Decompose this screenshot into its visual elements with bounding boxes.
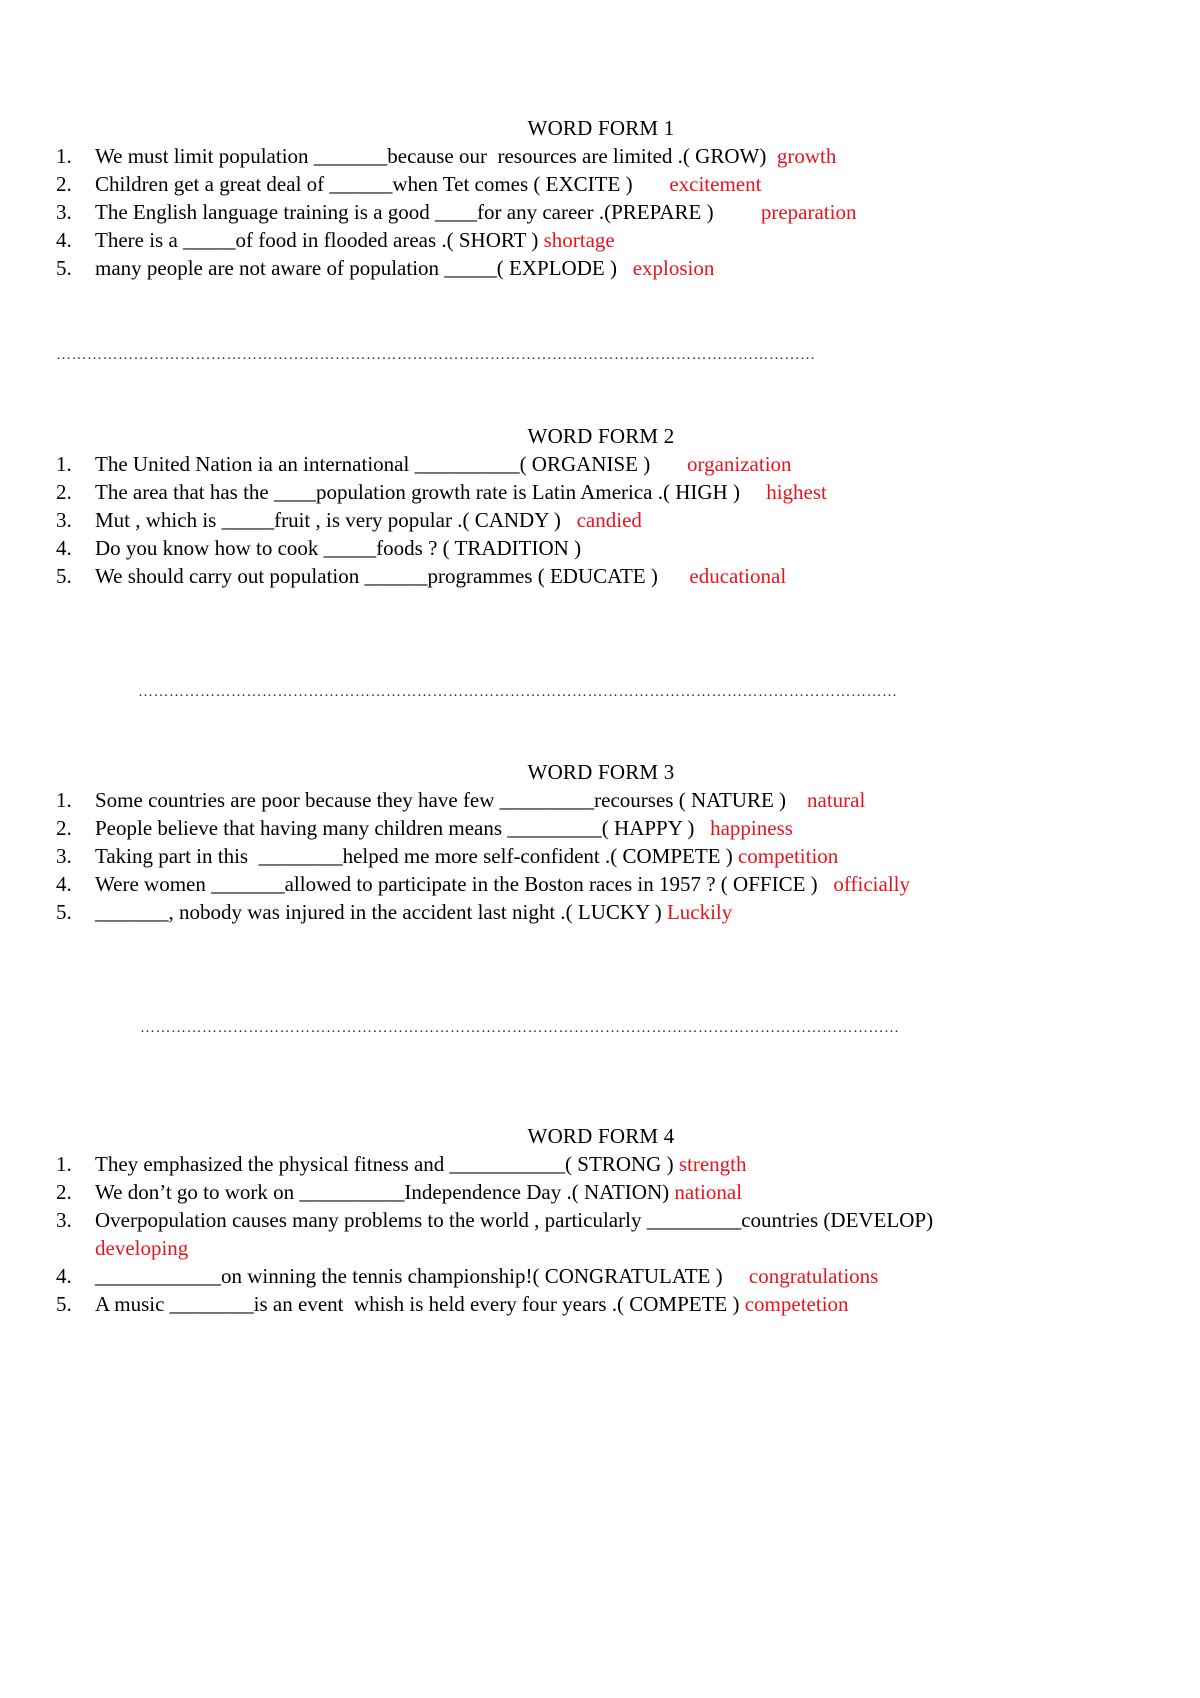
- question-item: [56, 1150, 1146, 1178]
- answer-text: officially: [833, 872, 910, 896]
- question-text: Taking part in this ________helped me more self-confident .( COMPETE ): [95, 844, 738, 868]
- question-item: [56, 478, 1146, 506]
- question-item: [56, 562, 1146, 590]
- answer-text: preparation: [760, 200, 857, 224]
- question-number: 1.: [56, 1152, 72, 1176]
- answer-text: competetion: [744, 1292, 849, 1316]
- question-item: [56, 226, 1146, 254]
- question-item: [56, 1290, 1146, 1318]
- question-number: 1.: [56, 788, 72, 812]
- question-item: [56, 254, 1146, 282]
- question-number: 5.: [56, 564, 72, 588]
- question-text: The United Nation ia an international __________( ORGANISE ): [95, 452, 687, 476]
- question-text: There is a _____of food in flooded areas .( SHORT ): [95, 228, 544, 252]
- section-title: WORD FORM 1: [527, 116, 675, 140]
- question-item: [56, 870, 1146, 898]
- question-item: [56, 1206, 1146, 1262]
- answer-text: organization: [686, 452, 792, 476]
- question-item: [56, 198, 1146, 226]
- answer-text: explosion: [632, 256, 715, 280]
- section-title: WORD FORM 2: [527, 424, 675, 448]
- question-item: [56, 142, 1146, 170]
- question-text: Mut , which is _____fruit , is very popular .( CANDY ): [95, 508, 577, 532]
- question-item: [56, 898, 1146, 926]
- question-text: Were women _______allowed to participate in the Boston races in 1957 ? ( OFFICE ): [95, 872, 834, 896]
- answer-text: shortage: [543, 228, 615, 252]
- answer-text: Luckily: [666, 900, 733, 924]
- question-item: [56, 170, 1146, 198]
- question-number: 3.: [56, 508, 72, 532]
- question-number: 4.: [56, 872, 72, 896]
- question-item: [56, 1178, 1146, 1206]
- question-item: [56, 786, 1146, 814]
- answer-text: strength: [678, 1152, 747, 1176]
- question-text: A music ________is an event whish is held every four years .( COMPETE ): [95, 1292, 745, 1316]
- answer-text: happiness: [710, 816, 793, 840]
- question-item: [56, 534, 1146, 562]
- question-text: We should carry out population ______programmes ( EDUCATE ): [95, 564, 690, 588]
- separator-dots: …………………………………………………………………………………………………………………………………: [138, 684, 898, 700]
- answer-text: national: [674, 1180, 743, 1204]
- answer-text: congratulations: [748, 1264, 879, 1288]
- word-form-3-section: [56, 758, 1146, 926]
- question-text: We must limit population _______because our resources are limited .( GROW): [95, 144, 777, 168]
- separator-dots: …………………………………………………………………………………………………………………………………: [56, 347, 816, 363]
- answer-text: highest: [766, 480, 827, 504]
- answer-text: excitement: [669, 172, 762, 196]
- question-number: 4.: [56, 228, 72, 252]
- question-text: They emphasized the physical fitness and ___________( STRONG ): [95, 1152, 679, 1176]
- answer-text: developing: [95, 1236, 189, 1260]
- question-number: 1.: [56, 452, 72, 476]
- question-text: People believe that having many children means _________( HAPPY ): [95, 816, 711, 840]
- question-text: _______, nobody was injured in the accident last night .( LUCKY ): [95, 900, 667, 924]
- answer-text: competition: [737, 844, 839, 868]
- question-text: many people are not aware of population _____( EXPLODE ): [95, 256, 633, 280]
- question-number: 1.: [56, 144, 72, 168]
- section-title: WORD FORM 4: [527, 1124, 675, 1148]
- question-item: [56, 450, 1146, 478]
- question-text: Do you know how to cook _____foods ? ( TRADITION ): [95, 536, 582, 560]
- question-number: 4.: [56, 1264, 72, 1288]
- question-number: 2.: [56, 480, 72, 504]
- word-form-1-section: [56, 114, 1146, 282]
- question-text: Children get a great deal of ______when Tet comes ( EXCITE ): [95, 172, 670, 196]
- question-item: [56, 1262, 1146, 1290]
- question-number: 5.: [56, 1292, 72, 1316]
- question-item: [56, 506, 1146, 534]
- word-form-2-section: [56, 422, 1146, 590]
- question-item: [56, 842, 1146, 870]
- question-number: 3.: [56, 844, 72, 868]
- answer-text: educational: [689, 564, 787, 588]
- question-text: ____________on winning the tennis championship!( CONGRATULATE ): [95, 1264, 749, 1288]
- question-text: Some countries are poor because they have few _________recourses ( NATURE ): [95, 788, 808, 812]
- question-number: 5.: [56, 256, 72, 280]
- separator-dots: …………………………………………………………………………………………………………………………………: [140, 1020, 900, 1036]
- question-number: 4.: [56, 536, 72, 560]
- question-number: 3.: [56, 1208, 72, 1232]
- question-number: 2.: [56, 172, 72, 196]
- question-number: 5.: [56, 900, 72, 924]
- answer-text: candied: [576, 508, 642, 532]
- question-number: 2.: [56, 1180, 72, 1204]
- word-form-4-section: [56, 1122, 1146, 1318]
- answer-text: natural: [807, 788, 866, 812]
- question-text: We don’t go to work on __________Independence Day .( NATION): [95, 1180, 675, 1204]
- question-item: [56, 814, 1146, 842]
- question-number: 2.: [56, 816, 72, 840]
- section-title: WORD FORM 3: [527, 760, 675, 784]
- question-text: The English language training is a good ____for any career .(PREPARE ): [95, 200, 761, 224]
- question-text: The area that has the ____population growth rate is Latin America .( HIGH ): [95, 480, 767, 504]
- answer-text: growth: [776, 144, 837, 168]
- question-number: 3.: [56, 200, 72, 224]
- question-text: Overpopulation causes many problems to the world , particularly _________countries (DEVELOP): [95, 1208, 934, 1232]
